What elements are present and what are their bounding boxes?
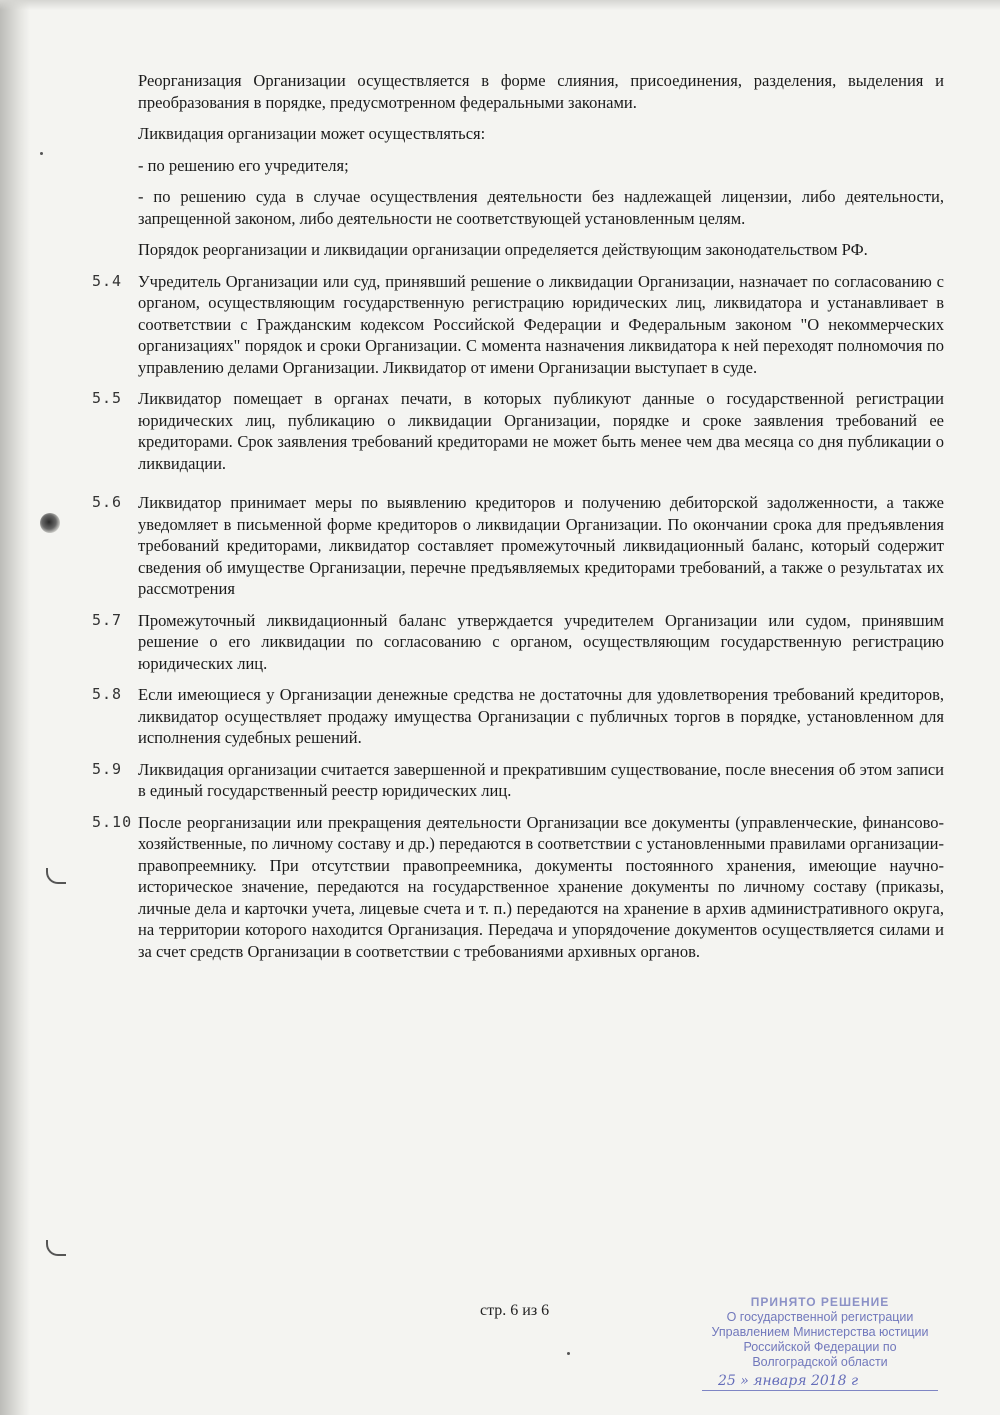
clause-number: 5.4 xyxy=(92,271,123,290)
paragraph: - по решению его учредителя; xyxy=(138,155,349,175)
paragraph: Реорганизация Организации осуществляется в форме слияния, присоединения, разделения, выделения и преобразования в порядке, предусмотренном федеральными законами. xyxy=(138,71,944,112)
paragraph: - по решению суда в случае осуществления деятельности без надлежащей лицензии, либо деятельности, запрещенной законом, либо деятельности не соответствующей установленным целям. xyxy=(138,187,944,228)
clause-5-10 xyxy=(92,812,944,963)
stamp-line: Российской Федерации по xyxy=(743,1340,897,1354)
clause-5-6 xyxy=(92,492,944,600)
stamp-line: Управлением Министерства юстиции xyxy=(711,1325,929,1339)
scan-edge-shadow xyxy=(0,0,30,1415)
scan-speck xyxy=(40,152,43,155)
clause-text: Если имеющиеся у Организации денежные средства не достаточны для удовлетворения требований кредиторов, ликвидатор осуществляет продажу имущества Организации с публичных торгов в порядке, установленном для исполнения судебных решений. xyxy=(138,685,944,747)
clause-5-5 xyxy=(92,388,944,474)
clause-5-4 xyxy=(92,271,944,379)
stamp-date: 25 » января 2018 г xyxy=(702,1374,938,1391)
page-number: стр. 6 из 6 xyxy=(480,1302,550,1319)
clause-text: Ликвидатор помещает в органах печати, в которых публикуют данные о государственной регистрации юридических лиц, публикацию о ликвидации Организации, порядке и сроке заявления требований ее кредиторами. Срок заявления требований кредиторами не может быть менее чем два месяца со дня публикации о ликвидации. xyxy=(138,389,944,473)
scan-top-shadow xyxy=(0,0,1000,10)
scan-speck xyxy=(567,1352,570,1355)
clause-number: 5.5 xyxy=(92,389,123,407)
clause-number: 5.7 xyxy=(92,610,123,629)
stamp-line: Волгоградской области xyxy=(752,1355,888,1369)
paragraph: Ликвидация организации может осуществляться: xyxy=(138,124,486,143)
registration-stamp xyxy=(690,1295,950,1391)
paragraph: Порядок реорганизации и ликвидации организации определяется действующим законодательством РФ. xyxy=(138,240,868,259)
clause-text: Учредитель Организации или суд, принявший решение о ликвидации Организации, назначает по согласованию с органом, осуществляющим государственную регистрацию юридических лиц, ликвидатора и устанавливает в соответствии с Гражданским кодексом Российской Федерации и Федеральным законом "О некоммерческих организациях" порядок и сроки Организации. С момента назначения ликвидатора к ней переходят полномочия по управлению делами Организации. Ликвидатор от имени Организации выступает в суде. xyxy=(138,271,944,377)
clause-5-8 xyxy=(92,684,944,749)
clause-number: 5.9 xyxy=(92,759,123,778)
stamp-line: О государственной регистрации xyxy=(726,1310,914,1324)
clause-number: 5.8 xyxy=(92,685,123,703)
hole-mark xyxy=(46,868,66,884)
clause-text: После реорганизации или прекращения деятельности Организации все документы (управленческие, финансово-хозяйственные, по личному составу и др.) передаются в соответствии с установленными правилами организации-правопреемнику. При отсутствии правопреемника, документы постоянного хранения, имеющие научно-историческое значение, передаются на государственное хранение документы по личному составу (приказы, личные дела и карточки учета, лицевые счета и т. п.) передаются на хранение в архив административного округа, на территории которого находится Организация. Передача и упорядочение документов осуществляется силами и за счет средств Организации в соответствии с требованиями архивных органов. xyxy=(138,812,944,961)
clause-text: Промежуточный ликвидационный баланс утверждается учредителем Организации или судом, принявшим решение о его ликвидации по согласованию с органом, осуществляющим государственную регистрацию юридических лиц. xyxy=(138,610,944,673)
punch-hole xyxy=(40,513,60,533)
hole-mark xyxy=(46,1240,66,1256)
clause-5-9 xyxy=(92,759,944,802)
clause-number: 5.6 xyxy=(92,493,123,511)
document-body xyxy=(92,70,944,972)
clause-text: Ликвидация организации считается завершенной и прекратившим существование, после внесения об этом записи в единый государственный реестр юридических лиц. xyxy=(138,759,944,800)
clause-text: Ликвидатор принимает меры по выявлению кредиторов и получению дебиторской задолженности, а также уведомляет в письменной форме кредиторов о ликвидации Организации. По окончании срока для предъявления требований кредиторами, ликвидатор составляет промежуточный ликвидационный баланс, который содержит сведения об имуществе Организации, перечне предъявляемых кредиторами требований, а также о результатах их рассмотрения xyxy=(138,493,944,598)
clause-5-7 xyxy=(92,610,944,675)
clause-number: 5.10 xyxy=(92,812,133,831)
stamp-heading: ПРИНЯТО РЕШЕНИЕ xyxy=(750,1295,890,1309)
